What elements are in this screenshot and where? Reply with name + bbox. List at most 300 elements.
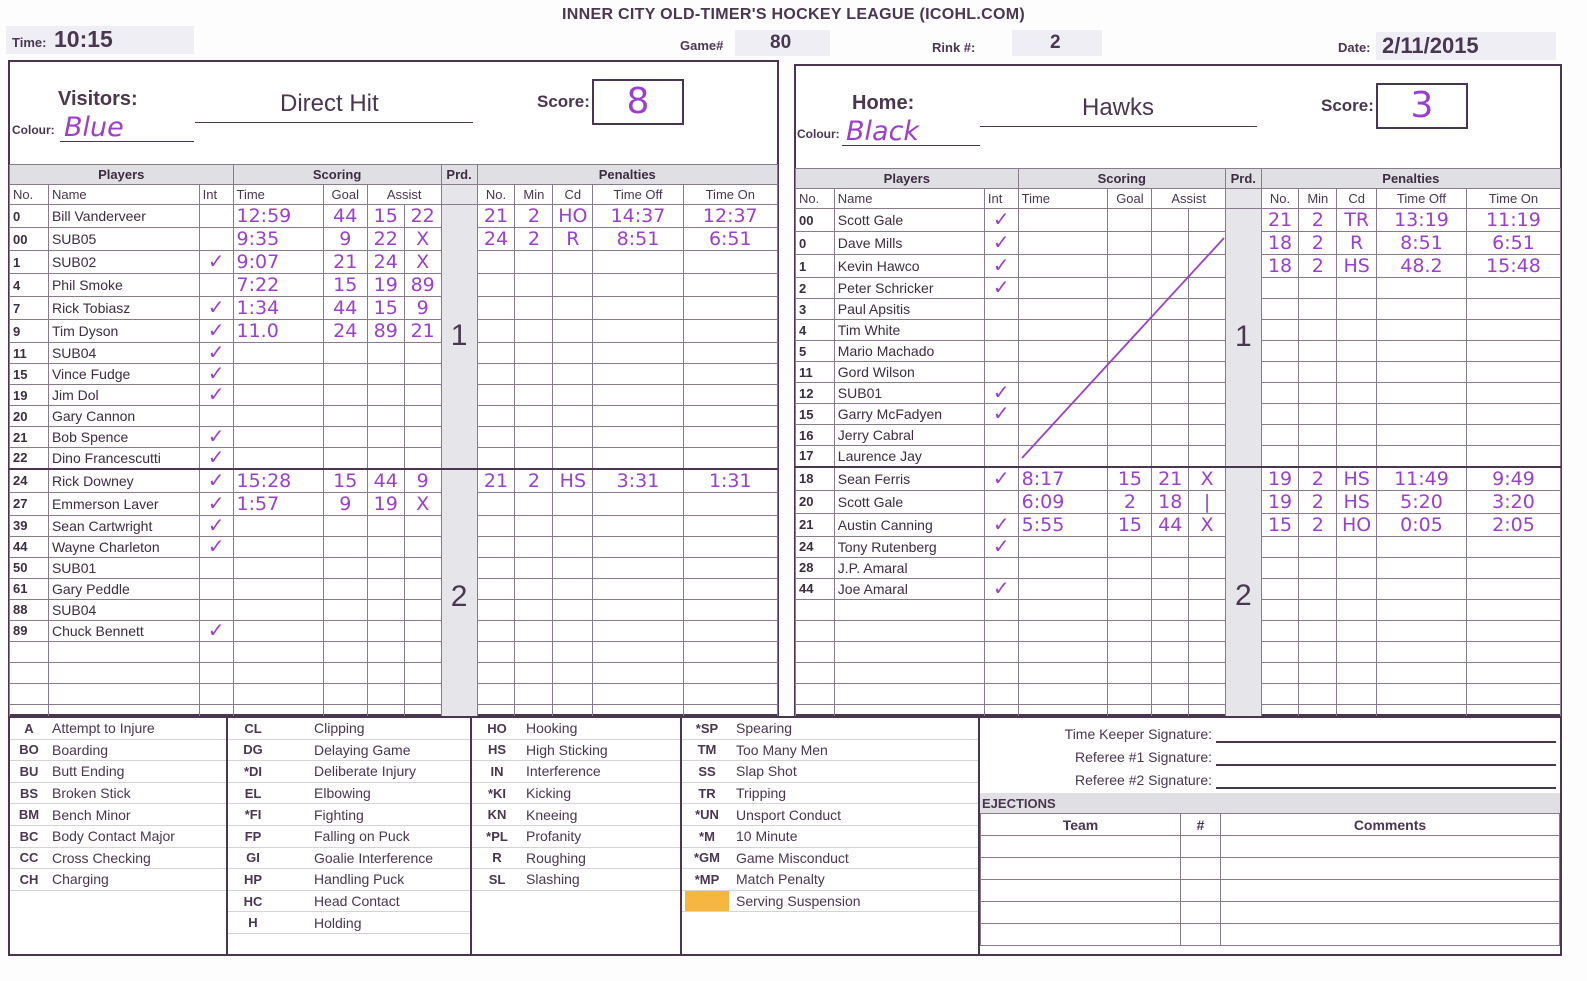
penalty-min[interactable]: 2: [515, 205, 553, 228]
player-name[interactable]: Scott Gale: [834, 209, 984, 232]
scoring-a1[interactable]: [367, 683, 404, 704]
player-name[interactable]: Bill Vanderveer: [48, 205, 199, 228]
scoring-time[interactable]: [233, 578, 323, 599]
player-name[interactable]: Phil Smoke: [48, 274, 199, 297]
scoring-goal[interactable]: 15: [323, 274, 367, 297]
penalty-off[interactable]: 5:20: [1377, 490, 1467, 513]
scoring-time[interactable]: [233, 385, 323, 406]
scoring-a1[interactable]: [367, 578, 404, 599]
scoring-a2[interactable]: [404, 599, 441, 620]
penalty-cd[interactable]: [553, 620, 593, 641]
scoring-a2[interactable]: X: [404, 251, 441, 274]
penalty-on[interactable]: [683, 557, 777, 578]
player-number[interactable]: [796, 641, 835, 662]
scoring-time[interactable]: 11.0: [233, 320, 323, 343]
scoring-goal[interactable]: [1108, 683, 1152, 704]
scoring-a1[interactable]: 22: [367, 228, 404, 251]
player-name[interactable]: Emmerson Laver: [48, 492, 199, 515]
scoring-time[interactable]: [233, 406, 323, 427]
penalty-cd[interactable]: [1337, 599, 1377, 620]
int-checkmark[interactable]: [199, 406, 233, 427]
player-name[interactable]: Dino Francescutti: [48, 448, 199, 469]
player-name[interactable]: [834, 641, 984, 662]
player-name[interactable]: [48, 662, 199, 683]
scoring-time[interactable]: [1018, 683, 1108, 704]
penalty-no[interactable]: [1261, 536, 1299, 557]
penalty-min[interactable]: [1299, 320, 1337, 341]
scoring-goal[interactable]: 15: [1108, 467, 1152, 491]
penalty-off[interactable]: [593, 492, 683, 515]
player-number[interactable]: 15: [10, 364, 49, 385]
penalty-off[interactable]: [1377, 557, 1467, 578]
scoring-time[interactable]: [1018, 641, 1108, 662]
penalty-cd[interactable]: [553, 427, 593, 448]
int-checkmark[interactable]: ✓: [199, 364, 233, 385]
scoring-time[interactable]: [233, 448, 323, 469]
penalty-cd[interactable]: HS: [1337, 255, 1377, 278]
scoring-goal[interactable]: [1108, 662, 1152, 683]
scoring-a1[interactable]: [367, 343, 404, 364]
penalty-on[interactable]: [1466, 362, 1560, 383]
penalty-off[interactable]: [593, 557, 683, 578]
player-name[interactable]: SUB04: [48, 343, 199, 364]
scoring-a2[interactable]: [1189, 641, 1226, 662]
player-name[interactable]: Tony Rutenberg: [834, 536, 984, 557]
scoring-goal[interactable]: 15: [323, 469, 367, 493]
scoring-a1[interactable]: [367, 515, 404, 536]
scoring-a2[interactable]: [404, 536, 441, 557]
scoring-time[interactable]: [1018, 578, 1108, 599]
penalty-off[interactable]: [1377, 620, 1467, 641]
penalty-min[interactable]: [1299, 383, 1337, 404]
scoring-goal[interactable]: [1108, 641, 1152, 662]
scoring-goal[interactable]: [323, 536, 367, 557]
penalty-cd[interactable]: [553, 492, 593, 515]
player-name[interactable]: Tim White: [834, 320, 984, 341]
penalty-no[interactable]: [1261, 299, 1299, 320]
player-name[interactable]: [834, 599, 984, 620]
scoring-a1[interactable]: 15: [367, 205, 404, 228]
scoring-goal[interactable]: [1108, 209, 1152, 232]
scoring-a1[interactable]: [1152, 641, 1189, 662]
player-number[interactable]: 5: [796, 341, 835, 362]
scoring-time[interactable]: [1018, 662, 1108, 683]
scoring-goal[interactable]: [1108, 536, 1152, 557]
player-number[interactable]: 2: [796, 278, 835, 299]
scoring-goal[interactable]: 9: [323, 492, 367, 515]
player-number[interactable]: 24: [10, 469, 49, 493]
penalty-on[interactable]: [683, 385, 777, 406]
scoring-a1[interactable]: [367, 364, 404, 385]
penalty-min[interactable]: [515, 297, 553, 320]
penalty-off[interactable]: [1377, 278, 1467, 299]
penalty-no[interactable]: 15: [1261, 513, 1299, 536]
player-name[interactable]: Paul Apsitis: [834, 299, 984, 320]
penalty-cd[interactable]: [553, 320, 593, 343]
int-checkmark[interactable]: ✓: [984, 513, 1018, 536]
penalty-cd[interactable]: [1337, 383, 1377, 404]
penalty-min[interactable]: [515, 448, 553, 469]
penalty-off[interactable]: [1377, 320, 1467, 341]
player-number[interactable]: 50: [10, 557, 49, 578]
penalty-min[interactable]: 2: [1299, 255, 1337, 278]
penalty-no[interactable]: [1261, 557, 1299, 578]
scoring-goal[interactable]: [323, 620, 367, 641]
home-score-box[interactable]: [1376, 83, 1468, 129]
scoring-a2[interactable]: [1189, 662, 1226, 683]
scoring-a2[interactable]: 9: [404, 469, 441, 493]
player-number[interactable]: 19: [10, 385, 49, 406]
int-checkmark[interactable]: [199, 641, 233, 662]
penalty-min[interactable]: 2: [1299, 513, 1337, 536]
player-number[interactable]: 16: [796, 425, 835, 446]
scoring-a1[interactable]: [367, 385, 404, 406]
penalty-no[interactable]: 18: [1261, 232, 1299, 255]
scoring-a2[interactable]: [404, 662, 441, 683]
scoring-time[interactable]: [1018, 536, 1108, 557]
player-number[interactable]: 11: [10, 343, 49, 364]
int-checkmark[interactable]: [199, 205, 233, 228]
scoring-a2[interactable]: [1189, 599, 1226, 620]
referee1-signature-row[interactable]: [980, 745, 1560, 768]
int-checkmark[interactable]: [984, 490, 1018, 513]
player-name[interactable]: [834, 662, 984, 683]
penalty-cd[interactable]: [553, 662, 593, 683]
penalty-off[interactable]: [1377, 662, 1467, 683]
penalty-no[interactable]: 24: [477, 228, 515, 251]
penalty-cd[interactable]: [1337, 278, 1377, 299]
penalty-no[interactable]: [477, 557, 515, 578]
penalty-on[interactable]: [683, 662, 777, 683]
penalty-cd[interactable]: [553, 578, 593, 599]
penalty-on[interactable]: 12:37: [683, 205, 777, 228]
int-checkmark[interactable]: ✓: [199, 448, 233, 469]
penalty-off[interactable]: [593, 343, 683, 364]
int-checkmark[interactable]: ✓: [199, 343, 233, 364]
penalty-min[interactable]: [515, 320, 553, 343]
scoring-time[interactable]: [233, 515, 323, 536]
penalty-cd[interactable]: [1337, 299, 1377, 320]
scoring-goal[interactable]: [1108, 599, 1152, 620]
int-checkmark[interactable]: [984, 299, 1018, 320]
penalty-cd[interactable]: [1337, 362, 1377, 383]
penalty-on[interactable]: [683, 320, 777, 343]
int-checkmark[interactable]: ✓: [199, 492, 233, 515]
player-number[interactable]: 44: [796, 578, 835, 599]
scoring-a1[interactable]: [1152, 599, 1189, 620]
penalty-on[interactable]: 6:51: [1466, 232, 1560, 255]
int-checkmark[interactable]: ✓: [984, 467, 1018, 491]
scoring-a1[interactable]: [1152, 578, 1189, 599]
scoring-goal[interactable]: [323, 364, 367, 385]
scoring-goal[interactable]: [323, 599, 367, 620]
penalty-min[interactable]: [515, 492, 553, 515]
player-number[interactable]: 4: [10, 274, 49, 297]
penalty-on[interactable]: [683, 274, 777, 297]
player-number[interactable]: 61: [10, 578, 49, 599]
scoring-a2[interactable]: 89: [404, 274, 441, 297]
penalty-min[interactable]: [515, 578, 553, 599]
penalty-off[interactable]: [1377, 599, 1467, 620]
rink-field[interactable]: [1012, 30, 1102, 56]
penalty-cd[interactable]: [1337, 425, 1377, 446]
penalty-off[interactable]: [1377, 578, 1467, 599]
scoring-goal[interactable]: [323, 406, 367, 427]
penalty-cd[interactable]: [553, 448, 593, 469]
penalty-on[interactable]: [683, 406, 777, 427]
player-number[interactable]: 9: [10, 320, 49, 343]
scoring-goal[interactable]: 21: [323, 251, 367, 274]
scoring-time[interactable]: 6:09: [1018, 490, 1108, 513]
penalty-off[interactable]: [593, 683, 683, 704]
penalty-no[interactable]: [477, 578, 515, 599]
int-checkmark[interactable]: [984, 425, 1018, 446]
scoring-goal[interactable]: [323, 641, 367, 662]
scoring-time[interactable]: [1018, 599, 1108, 620]
penalty-no[interactable]: [477, 683, 515, 704]
int-checkmark[interactable]: [984, 641, 1018, 662]
penalty-on[interactable]: [683, 492, 777, 515]
scoring-goal[interactable]: 24: [323, 320, 367, 343]
penalty-min[interactable]: 2: [1299, 467, 1337, 491]
scoring-a1[interactable]: [367, 641, 404, 662]
penalty-no[interactable]: [477, 385, 515, 406]
penalty-no[interactable]: 19: [1261, 490, 1299, 513]
time-field[interactable]: [6, 26, 194, 54]
int-checkmark[interactable]: ✓: [199, 515, 233, 536]
penalty-off[interactable]: [593, 406, 683, 427]
penalty-off[interactable]: 8:51: [593, 228, 683, 251]
penalty-off[interactable]: [593, 662, 683, 683]
int-checkmark[interactable]: ✓: [984, 232, 1018, 255]
penalty-cd[interactable]: [1337, 536, 1377, 557]
player-name[interactable]: SUB01: [48, 557, 199, 578]
scoring-a2[interactable]: [404, 385, 441, 406]
scoring-a2[interactable]: X: [1189, 513, 1226, 536]
penalty-on[interactable]: [1466, 662, 1560, 683]
penalty-on[interactable]: [683, 599, 777, 620]
penalty-no[interactable]: [477, 515, 515, 536]
penalty-off[interactable]: [593, 536, 683, 557]
penalty-cd[interactable]: [553, 385, 593, 406]
date-field[interactable]: [1376, 32, 1556, 60]
player-number[interactable]: 89: [10, 620, 49, 641]
penalty-on[interactable]: [1466, 557, 1560, 578]
penalty-no[interactable]: [1261, 683, 1299, 704]
penalty-min[interactable]: [515, 343, 553, 364]
player-name[interactable]: Bob Spence: [48, 427, 199, 448]
player-number[interactable]: 21: [10, 427, 49, 448]
scoring-a1[interactable]: 89: [367, 320, 404, 343]
scoring-a1[interactable]: [1152, 209, 1189, 232]
int-checkmark[interactable]: ✓: [199, 427, 233, 448]
penalty-on[interactable]: [683, 297, 777, 320]
penalty-min[interactable]: [515, 385, 553, 406]
int-checkmark[interactable]: ✓: [984, 209, 1018, 232]
penalty-no[interactable]: 19: [1261, 467, 1299, 491]
penalty-on[interactable]: [683, 427, 777, 448]
timekeeper-signature-line[interactable]: [1216, 725, 1556, 743]
penalty-on[interactable]: [683, 448, 777, 469]
penalty-off[interactable]: [593, 620, 683, 641]
penalty-no[interactable]: [477, 448, 515, 469]
penalty-no[interactable]: [477, 251, 515, 274]
player-name[interactable]: SUB01: [834, 383, 984, 404]
penalty-on[interactable]: [1466, 278, 1560, 299]
scoring-goal[interactable]: [323, 578, 367, 599]
penalty-on[interactable]: [1466, 446, 1560, 467]
penalty-on[interactable]: 6:51: [683, 228, 777, 251]
penalty-cd[interactable]: [553, 274, 593, 297]
scoring-a2[interactable]: [1189, 620, 1226, 641]
penalty-cd[interactable]: [1337, 404, 1377, 425]
player-number[interactable]: 27: [10, 492, 49, 515]
penalty-cd[interactable]: R: [1337, 232, 1377, 255]
player-name[interactable]: Gary Peddle: [48, 578, 199, 599]
ejection-row[interactable]: [981, 902, 1560, 924]
player-number[interactable]: 88: [10, 599, 49, 620]
referee2-signature-line[interactable]: [1216, 771, 1556, 789]
penalty-off[interactable]: [1377, 683, 1467, 704]
visitors-colour-value[interactable]: Blue: [64, 112, 124, 143]
int-checkmark[interactable]: [984, 446, 1018, 467]
penalty-cd[interactable]: [1337, 320, 1377, 341]
penalty-cd[interactable]: [553, 515, 593, 536]
scoring-a2[interactable]: X: [1189, 467, 1226, 491]
penalty-cd[interactable]: [553, 683, 593, 704]
player-name[interactable]: Rick Tobiasz: [48, 297, 199, 320]
scoring-a2[interactable]: |: [1189, 490, 1226, 513]
scoring-a1[interactable]: [367, 536, 404, 557]
int-checkmark[interactable]: [199, 228, 233, 251]
penalty-on[interactable]: 11:19: [1466, 209, 1560, 232]
player-name[interactable]: Sean Ferris: [834, 467, 984, 491]
penalty-on[interactable]: 2:05: [1466, 513, 1560, 536]
int-checkmark[interactable]: [199, 274, 233, 297]
scoring-goal[interactable]: [323, 515, 367, 536]
penalty-no[interactable]: [1261, 662, 1299, 683]
referee1-signature-line[interactable]: [1216, 748, 1556, 766]
scoring-a2[interactable]: [1189, 536, 1226, 557]
penalty-on[interactable]: [683, 641, 777, 662]
scoring-a1[interactable]: 19: [367, 492, 404, 515]
penalty-no[interactable]: [477, 599, 515, 620]
penalty-min[interactable]: [1299, 641, 1337, 662]
player-number[interactable]: 3: [796, 299, 835, 320]
player-number[interactable]: 44: [10, 536, 49, 557]
penalty-no[interactable]: [477, 320, 515, 343]
penalty-off[interactable]: [593, 599, 683, 620]
player-number[interactable]: [796, 683, 835, 704]
penalty-cd[interactable]: [553, 251, 593, 274]
scoring-a2[interactable]: [404, 343, 441, 364]
penalty-on[interactable]: [683, 578, 777, 599]
penalty-on[interactable]: [1466, 320, 1560, 341]
penalty-min[interactable]: [1299, 362, 1337, 383]
penalty-on[interactable]: [683, 620, 777, 641]
int-checkmark[interactable]: ✓: [199, 620, 233, 641]
ejection-row[interactable]: [981, 836, 1560, 858]
scoring-goal[interactable]: [323, 343, 367, 364]
penalty-on[interactable]: [683, 343, 777, 364]
penalty-min[interactable]: [515, 599, 553, 620]
scoring-a2[interactable]: [1189, 209, 1226, 232]
player-number[interactable]: 11: [796, 362, 835, 383]
player-number[interactable]: [796, 620, 835, 641]
int-checkmark[interactable]: ✓: [199, 251, 233, 274]
player-number[interactable]: [796, 662, 835, 683]
penalty-on[interactable]: [1466, 683, 1560, 704]
player-name[interactable]: SUB02: [48, 251, 199, 274]
penalty-on[interactable]: [1466, 641, 1560, 662]
home-colour-value[interactable]: Black: [846, 116, 920, 147]
penalty-on[interactable]: [683, 536, 777, 557]
penalty-min[interactable]: [1299, 299, 1337, 320]
penalty-no[interactable]: [1261, 341, 1299, 362]
penalty-min[interactable]: [1299, 620, 1337, 641]
penalty-no[interactable]: [477, 364, 515, 385]
penalty-no[interactable]: [477, 343, 515, 364]
player-name[interactable]: Tim Dyson: [48, 320, 199, 343]
penalty-cd[interactable]: HO: [553, 205, 593, 228]
penalty-on[interactable]: [683, 251, 777, 274]
player-name[interactable]: Sean Cartwright: [48, 515, 199, 536]
scoring-time[interactable]: [233, 620, 323, 641]
scoring-a2[interactable]: [404, 448, 441, 469]
penalty-cd[interactable]: [553, 536, 593, 557]
player-name[interactable]: Garry McFadyen: [834, 404, 984, 425]
penalty-cd[interactable]: [1337, 341, 1377, 362]
penalty-on[interactable]: 9:49: [1466, 467, 1560, 491]
penalty-no[interactable]: [477, 297, 515, 320]
penalty-min[interactable]: [1299, 425, 1337, 446]
player-name[interactable]: Vince Fudge: [48, 364, 199, 385]
penalty-no[interactable]: [477, 406, 515, 427]
penalty-on[interactable]: [1466, 599, 1560, 620]
penalty-cd[interactable]: TR: [1337, 209, 1377, 232]
scoring-time[interactable]: 15:28: [233, 469, 323, 493]
player-name[interactable]: Laurence Jay: [834, 446, 984, 467]
penalty-min[interactable]: [1299, 599, 1337, 620]
penalty-min[interactable]: [1299, 536, 1337, 557]
penalty-on[interactable]: [1466, 404, 1560, 425]
penalty-off[interactable]: 0:05: [1377, 513, 1467, 536]
penalty-off[interactable]: [1377, 383, 1467, 404]
int-checkmark[interactable]: ✓: [199, 297, 233, 320]
scoring-a1[interactable]: 21: [1152, 467, 1189, 491]
penalty-min[interactable]: [1299, 278, 1337, 299]
penalty-off[interactable]: [593, 320, 683, 343]
penalty-on[interactable]: [1466, 341, 1560, 362]
penalty-cd[interactable]: [1337, 662, 1377, 683]
scoring-time[interactable]: 8:17: [1018, 467, 1108, 491]
scoring-time[interactable]: 1:57: [233, 492, 323, 515]
scoring-a2[interactable]: [404, 364, 441, 385]
scoring-a1[interactable]: 44: [1152, 513, 1189, 536]
player-name[interactable]: Gord Wilson: [834, 362, 984, 383]
player-number[interactable]: 22: [10, 448, 49, 469]
scoring-a1[interactable]: 18: [1152, 490, 1189, 513]
scoring-time[interactable]: [233, 662, 323, 683]
player-number[interactable]: 20: [10, 406, 49, 427]
penalty-min[interactable]: [515, 557, 553, 578]
scoring-time[interactable]: [1018, 209, 1108, 232]
penalty-no[interactable]: [1261, 425, 1299, 446]
penalty-min[interactable]: [515, 251, 553, 274]
int-checkmark[interactable]: ✓: [199, 320, 233, 343]
penalty-no[interactable]: [477, 492, 515, 515]
player-number[interactable]: 18: [796, 467, 835, 491]
